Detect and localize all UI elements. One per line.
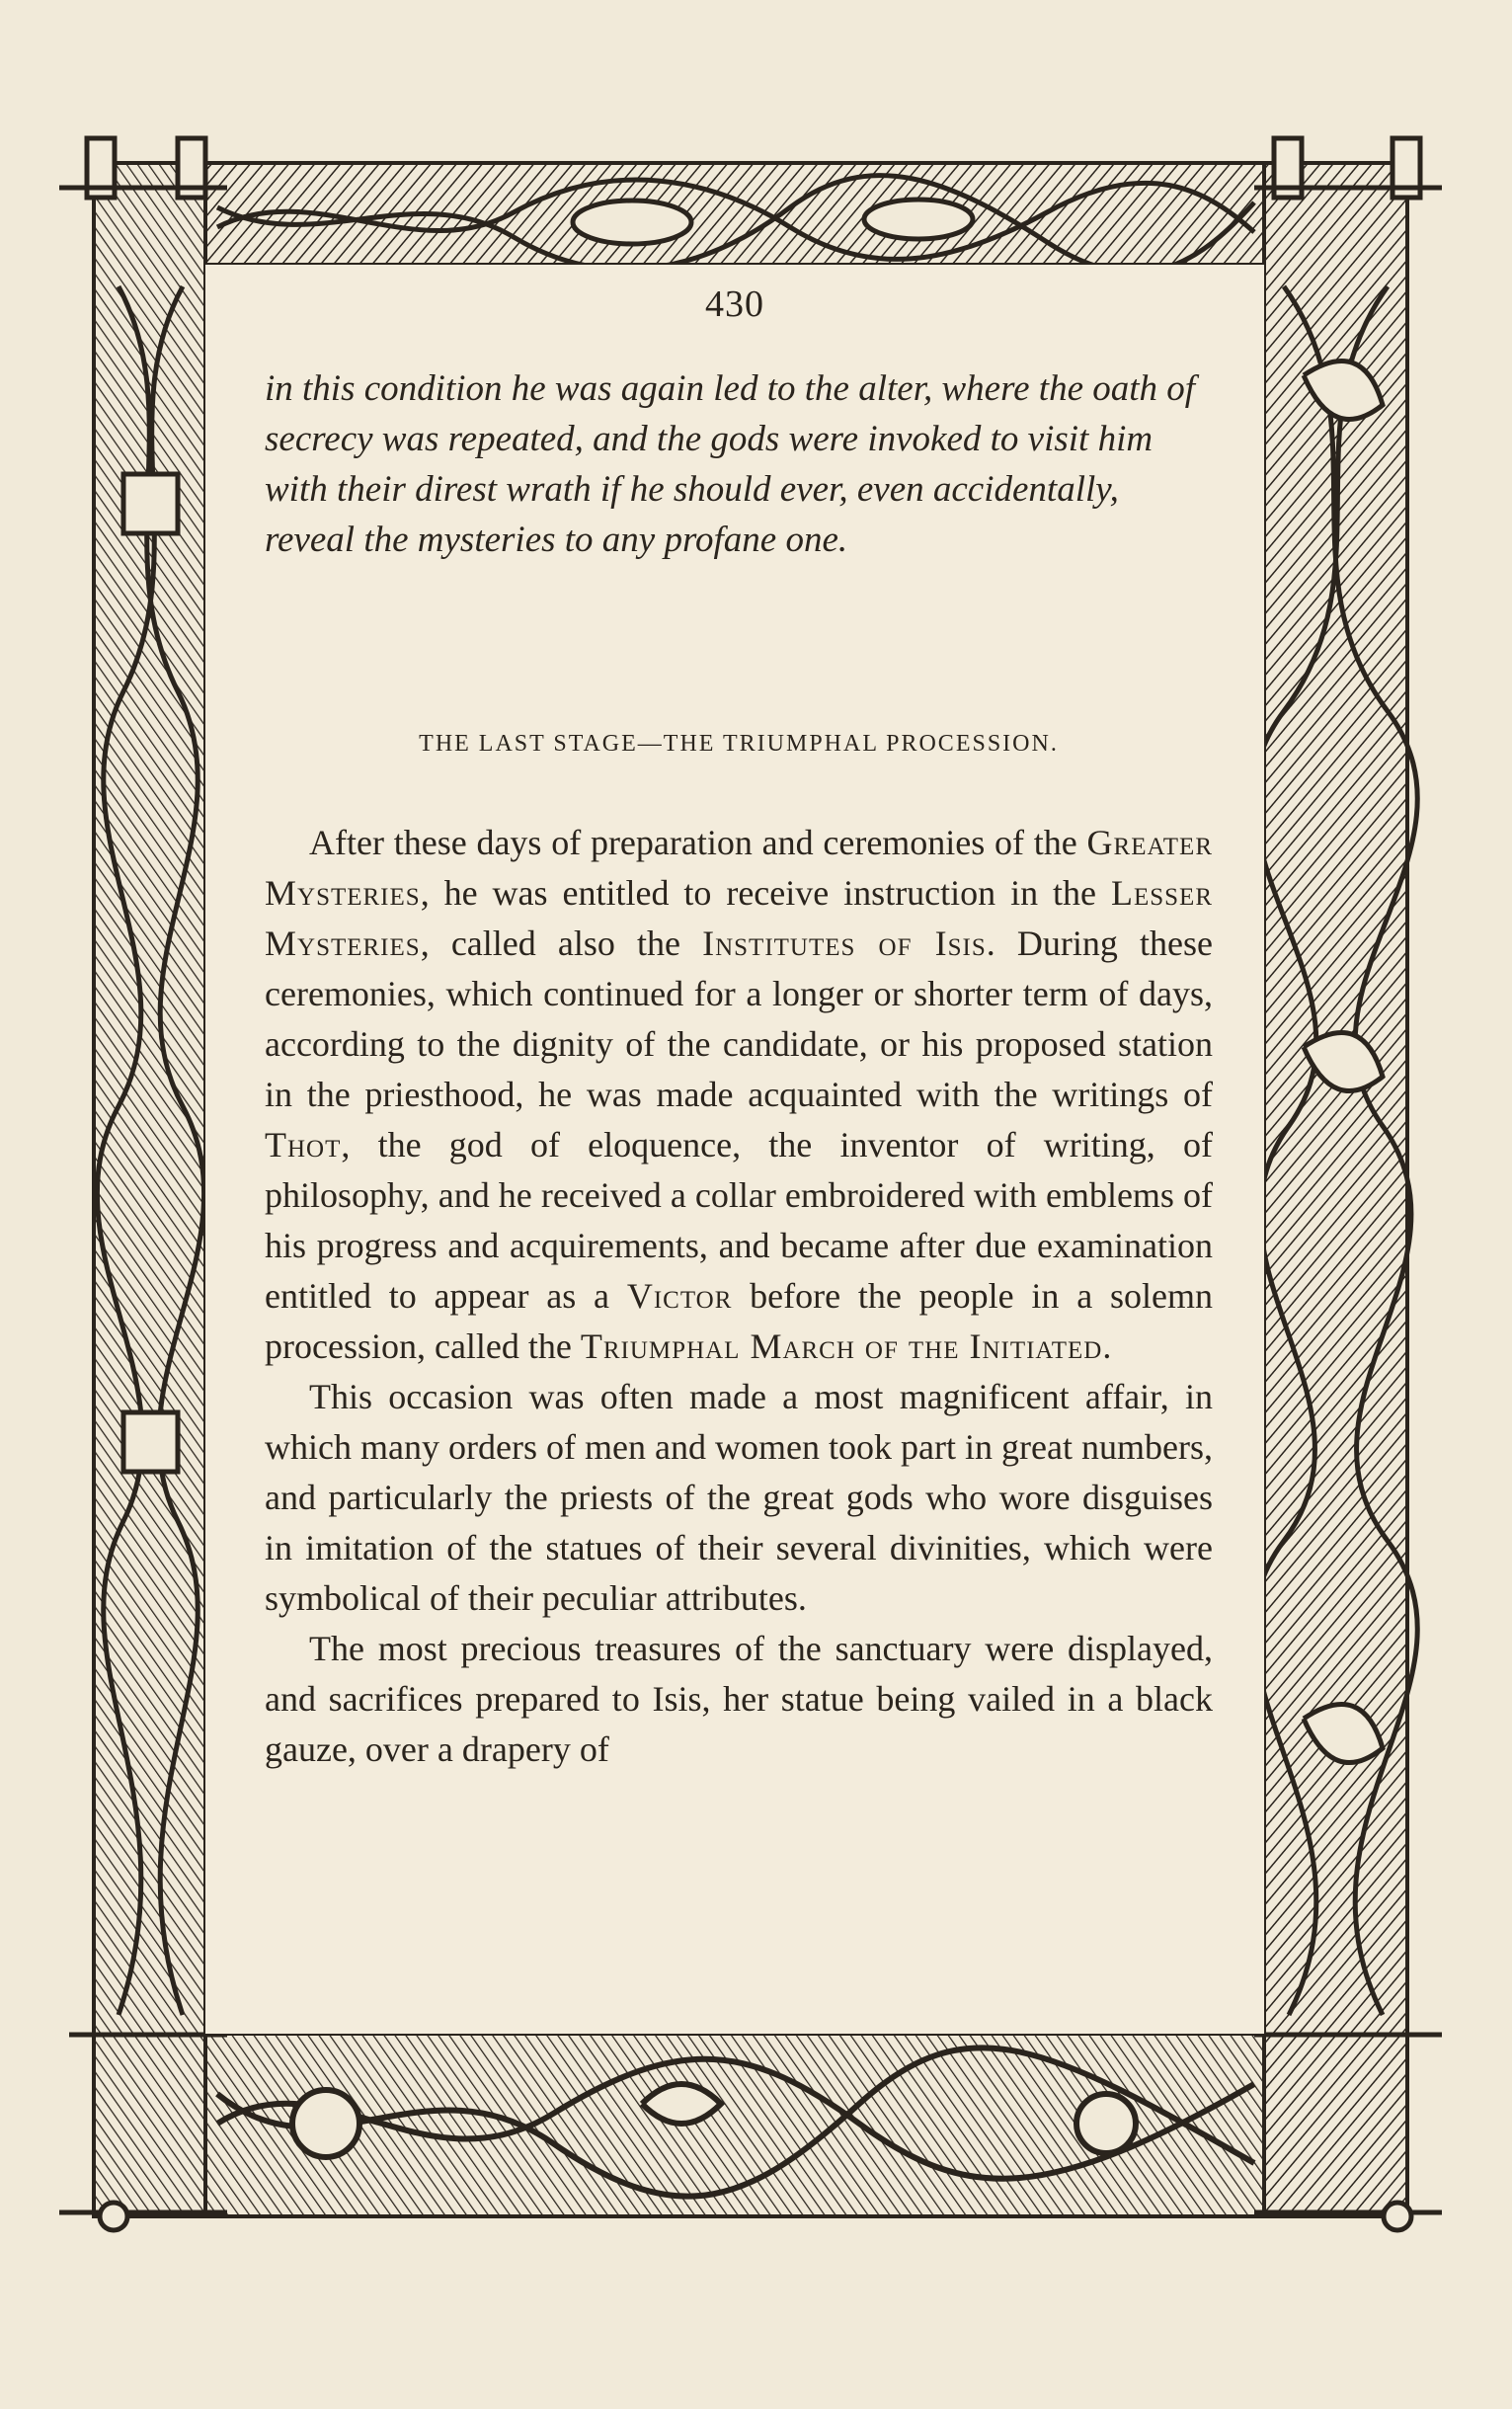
- intro-italic-paragraph: [265, 363, 1213, 565]
- p1-text-5: , the god of eloquence, the inventor of writing, of philosophy, and he received a collar embroidered with emblems of his progress and acquirements, and became after due examination entitled to appear as a: [265, 1125, 1213, 1316]
- p1-victor: Victor: [626, 1276, 733, 1316]
- p1-text-7: .: [1102, 1326, 1112, 1366]
- section-heading: THE LAST STAGE—THE TRIUMPHAL PROCESSION.: [419, 731, 1059, 757]
- p1-lesser-mysteries: Lesser Mysteries: [265, 873, 1213, 963]
- paragraph-3: The most precious treasures of the sanctuary were displayed, and sacrifices prepared to Isis, her statue being vailed in a black gauze, over a drapery of: [265, 1629, 1213, 1769]
- p1-triumphal-march: Triumphal March of the Initiated: [580, 1326, 1103, 1366]
- text-panel: [205, 265, 1264, 2034]
- intro-italic-text: in this condition he was again led to the alter, where the oath of secrecy was repeated, and the gods were invoked to visit him with their direst wrath if he should ever, even accidentally, reveal the mysteries to any profane one.: [265, 368, 1196, 560]
- p1-text-1: After these days of preparation and ceremonies of the: [309, 823, 1087, 862]
- p1-text-4: . During these ceremonies, which continued for a longer or shorter term of days, according to the dignity of the candidate, or his proposed station in the priesthood, he was made acquainted with the writings of: [265, 923, 1213, 1114]
- body-text: [265, 818, 1213, 1775]
- p1-text-6: before the people in a solemn procession, called the: [265, 1276, 1213, 1366]
- p1-text-3: , called also the: [420, 923, 703, 963]
- paragraph-2: This occasion was often made a most magnificent affair, in which many orders of men and women took part in great numbers, and particularly the priests of the great gods who wore disguises in imitation of the statues of their several divinities, which were symbolical of their peculiar attributes.: [265, 1377, 1213, 1618]
- p1-text-2: , he was entitled to receive instruction in the: [420, 873, 1111, 913]
- paragraph-1: [265, 818, 1213, 1372]
- p1-thot: Thot: [265, 1125, 342, 1164]
- page-number: 430: [705, 283, 764, 325]
- p1-greater-mysteries: Greater Mysteries: [265, 823, 1213, 913]
- p1-institutes-of-isis: Institutes of Isis: [702, 923, 987, 963]
